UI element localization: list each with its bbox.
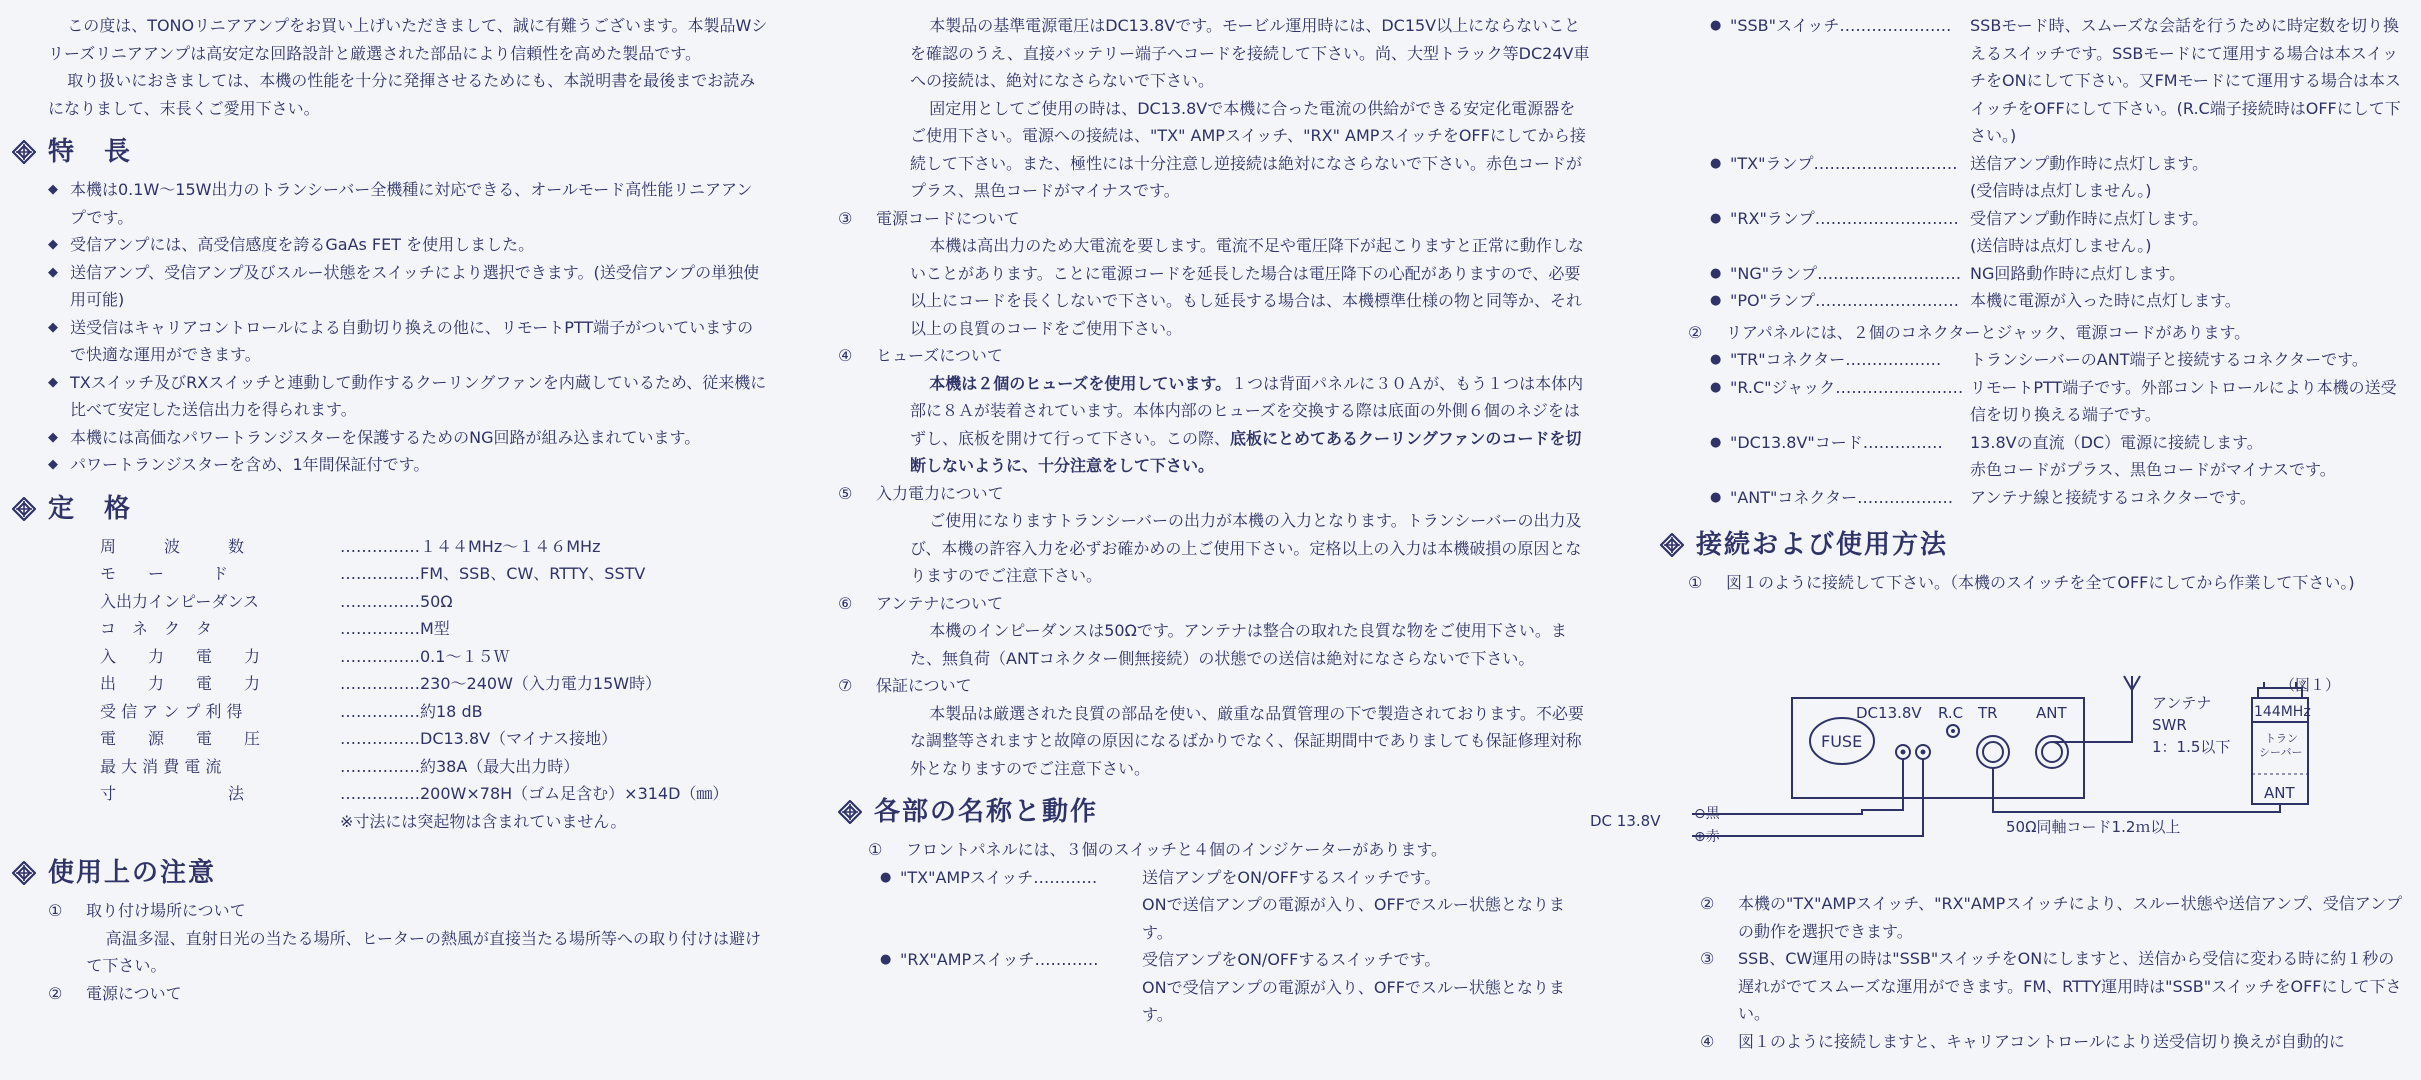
specs-table xyxy=(100,533,768,836)
item-number: ⑤ xyxy=(838,483,853,503)
rc-jack-pin xyxy=(1951,729,1955,733)
caution-item xyxy=(48,980,768,1008)
ant-connector-desc: アンテナ線と接続するコネクターです。 xyxy=(1970,487,2256,507)
diamond-icon xyxy=(12,140,36,164)
connection-step xyxy=(1700,1028,2410,1056)
item-heading: 保証について xyxy=(876,676,972,695)
note-item xyxy=(838,205,1590,233)
spec-key: 入出力インピーダンス xyxy=(100,591,260,611)
feature-item: ◆ 受信アンプには、高受信感度を誇るGaAs FET を使用しました。 xyxy=(48,231,768,259)
fuse-caution-bold: 底板にとめてあるクーリングファンのコードを切断しないように、十分注意をして下さい。 xyxy=(910,428,1582,475)
item-heading: ヒューズについて xyxy=(876,346,1003,365)
tx-amp-switch-desc: 送信アンプをON/OFFするスイッチです。 xyxy=(1142,867,1441,887)
rx-amp-switch-desc: ONで受信アンプの電源が入り、OFFでスルー状態となります。 xyxy=(1142,977,1565,1024)
item-body: 本製品は厳選された良質の部品を使い、厳重な品質管理の下で製造されております。不必要な調整等されますと故障の原因になるばかりでなく、保証期間中でありましても保証修理対称外となりますのでご注意下さい。 xyxy=(910,703,1584,778)
note-item xyxy=(838,480,1590,508)
item-number: ② xyxy=(1700,894,1715,913)
connection-step xyxy=(1688,569,2410,597)
dc-cord-desc: 赤色コードがプラス、黒色コードがマイナスです。 xyxy=(1970,460,2336,479)
item-body: 本機のインピーダンスは50Ωです。アンテナは整合の取れた良質な物をご使用下さい。また、無負荷（ANTコネクター側無接続）の状態での送信は絶対になさらないで下さい。 xyxy=(910,621,1567,668)
feature-item: ◆ パワートランジスターを含め、1年間保証付です。 xyxy=(48,451,768,479)
connection-step xyxy=(1700,890,2410,945)
connection-diagram xyxy=(1570,660,2420,890)
item-text: 図１のように接続しますと、キャリアコントロールにより送受信切り換えが自動的に xyxy=(1738,1031,2345,1051)
item-number: ④ xyxy=(1700,1031,1715,1051)
connection-step xyxy=(1700,945,2410,1028)
ssb-switch-name: ● "SSB"スイッチ………………… xyxy=(1710,12,1970,150)
spec-value: ……………50Ω xyxy=(340,591,453,611)
note-item xyxy=(838,342,1590,370)
item-text: 図１のように接続して下さい。（本機のスイッチを全てOFFにしてから作業して下さい。) xyxy=(1726,573,2355,592)
diamond-icon xyxy=(1660,533,1684,557)
spec-value: ……………約18 dB xyxy=(340,701,483,721)
section-caution-heading xyxy=(12,853,768,893)
ant-connector xyxy=(2036,736,2068,768)
supply-label: DC 13.8V xyxy=(1590,812,1661,830)
transceiver-freq: 144MHz xyxy=(2254,704,2311,720)
cable-label: 50Ω同軸コード1.2ｍ以上 xyxy=(2006,818,2181,836)
section-parts-heading xyxy=(838,792,1590,832)
spec-key: モ ー ド xyxy=(100,564,229,583)
parts-intro xyxy=(868,836,1590,864)
ant-connector-name: ● "ANT"コネクター……………… xyxy=(1710,484,1970,512)
item-number: ① xyxy=(1688,573,1703,592)
section-title: 接続および使用方法 xyxy=(1696,530,1949,560)
spec-key: コ ネ ク タ xyxy=(100,619,213,638)
item-number: ⑦ xyxy=(838,676,853,695)
connection-steps-cont xyxy=(1700,890,2410,1055)
diamond-icon xyxy=(12,861,36,885)
ant-connector-inner xyxy=(2042,742,2062,762)
rc-jack-desc: リモートPTT端子です。外部コントロールにより本機の送受信を切り換える端子です。 xyxy=(1970,377,2397,424)
swr-label: SWR xyxy=(2152,716,2187,734)
rx-lamp-name: ● "RX"ランプ……………………… xyxy=(1710,205,1970,233)
item-heading: 電源コードについて xyxy=(876,208,1020,228)
rx-lamp-desc: (送信時は点灯しません。) xyxy=(1970,236,2152,255)
dc-wire-neg xyxy=(1692,759,1903,814)
tr-connector-desc: トランシーバーのANT端子と接続するコネクターです。 xyxy=(1970,350,2368,369)
spec-key: 入 力 電 力 xyxy=(100,646,261,666)
diamond-icon xyxy=(838,800,862,824)
swr-value: 1：1.5以下 xyxy=(2152,738,2231,756)
dc-terminal-pos-pin xyxy=(1921,750,1926,755)
section-title: 定 格 xyxy=(48,493,133,524)
item-number: ⑥ xyxy=(838,593,853,613)
rear-panel-list xyxy=(1710,346,2410,511)
item-body xyxy=(838,370,1590,480)
tr-label: TR xyxy=(1978,704,1998,722)
spec-key: 出 力 電 力 xyxy=(100,674,261,693)
spec-value: ……………M型 xyxy=(340,619,450,638)
tx-lamp-name: ● "TX"ランプ……………………… xyxy=(1710,150,1970,178)
transceiver-name: シーバー xyxy=(2259,746,2303,759)
section-title: 各部の名称と動作 xyxy=(874,797,1099,827)
item-heading: 入力電力について xyxy=(876,483,1004,503)
rx-lamp-desc: 受信アンプ動作時に点灯します。 xyxy=(1970,208,2209,228)
item-body: ご使用になりますトランシーバーの出力が本機の入力となります。トランシーバーの出力及び、本機の許容入力を必ずお確かめの上ご使用下さい。定格以上の入力は本機破損の原因となりますのでご注意下さい。 xyxy=(910,511,1582,585)
spec-value: ……………DC13.8V（マイナス接地） xyxy=(340,729,618,748)
dc-cord-desc: 13.8Vの直流（DC）電源に接続します。 xyxy=(1970,432,2263,452)
spec-value: ……………１４４MHz〜１４６MHz xyxy=(340,536,601,556)
item-text: リアパネルには、２個のコネクターとジャック、電源コードがあります。 xyxy=(1726,322,2251,342)
dc-cord-name: ● "DC13.8V"コード…………… xyxy=(1710,429,1970,457)
power-paragraph-1: 本製品の基準電源電圧はDC13.8Vです。モービル運用時には、DC15V以上にならないことを確認のうえ、直接バッテリー端子へコードを接続して下さい。尚、大型トラック等DC24V車への接続は、絶対になさらないで下さい。 xyxy=(910,16,1590,90)
section-features-heading xyxy=(12,132,768,172)
feature-item: ◆ 送信アンプ、受信アンプ及びスルー状態をスイッチにより選択できます。(送受信アンプの単独使用可能) xyxy=(48,259,768,314)
dc-terminal-neg-pin xyxy=(1901,750,1906,755)
section-specs-heading xyxy=(12,489,768,529)
column-right xyxy=(1660,12,2410,597)
spec-value: ……………0.1〜１５Ｗ xyxy=(340,646,510,666)
intro-paragraph-2: 取り扱いにおきましては、本機の性能を十分に発揮させるためにも、本説明書を最後までお読みになりまして、末長くご愛用下さい。 xyxy=(48,71,756,118)
feature-item: ◆ TXスイッチ及びRXスイッチと連動して動作するクーリングファンを内蔵しているため、従来機に比べて安定した送信出力を得られます。 xyxy=(48,369,768,424)
neg-label: ⊖黒 xyxy=(1694,806,1720,822)
front-panel-list-cont xyxy=(1710,12,2410,315)
rc-label: R.C xyxy=(1938,704,1964,722)
spec-key: 電 源 電 圧 xyxy=(100,729,261,748)
column-middle xyxy=(838,12,1590,1029)
item-text: SSB、CW運用の時は"SSB"スイッチをONにしますと、送信から受信に変わる時に約１秒の遅れがでてスムーズな運用ができます。FM、RTTY運用時は"SSB"スイッチをOFFにして下さい。 xyxy=(1738,949,2402,1023)
tx-amp-switch-name: ● "TX"AMPスイッチ………… xyxy=(880,864,1142,892)
fuse-warning-bold: 本機は２個のヒューズを使用しています。 xyxy=(929,373,1232,393)
item-body: 本機は高出力のため大電流を要します。電流不足や電圧降下が起こりますと正常に動作しないことがあります。ことに電源コードを延長した場合は電圧降下の心配がありますので、必要以上にコードを長くしないで下さい。もし延長する場合は、本機標準仕様の物と同等か、それ以上の良質のコードをご使用下さい。 xyxy=(910,236,1584,338)
section-title: 使用上の注意 xyxy=(48,858,217,888)
ant-label: ANT xyxy=(2036,704,2067,722)
rx-amp-switch-desc: 受信アンプをON/OFFするスイッチです。 xyxy=(1142,950,1441,969)
spec-value: ……………230〜240W（入力電力15W時） xyxy=(340,674,662,693)
caution-item xyxy=(48,897,768,925)
spec-key: 受 信 ア ン プ 利 得 xyxy=(100,701,243,721)
fuse-label: FUSE xyxy=(1821,732,1863,751)
ng-lamp-desc: NG回路動作時に点灯します。 xyxy=(1970,263,2186,283)
item-number: ③ xyxy=(838,208,853,228)
tx-lamp-desc: 送信アンプ動作時に点灯します。 xyxy=(1970,153,2209,173)
column-left xyxy=(48,12,768,1007)
item-number: ① xyxy=(48,901,63,920)
features-list xyxy=(48,176,768,479)
rc-jack-name: ● "R.C"ジャック…………………… xyxy=(1710,374,1970,429)
item-text: 本機の"TX"AMPスイッチ、"RX"AMPスイッチにより、スルー状態や送信アンプ、受信アンプの動作を選択できます。 xyxy=(1738,894,2403,941)
tx-lamp-desc: (受信時は点灯しません。) xyxy=(1970,181,2152,200)
po-lamp-desc: 本機に電源が入った時に点灯します。 xyxy=(1970,291,2241,310)
spec-key: 最 大 消 費 電 流 xyxy=(100,756,222,776)
coax-cable xyxy=(1993,768,2280,812)
spec-key: 周 波 数 xyxy=(100,536,245,556)
item-number: ④ xyxy=(838,346,853,365)
po-lamp-name: ● "PO"ランプ……………………… xyxy=(1710,287,1970,315)
feature-item: ◆ 送受信はキャリアコントロールによる自動切り換えの他に、リモートPTT端子がついていますので快適な運用ができます。 xyxy=(48,314,768,369)
power-paragraph-2: 固定用としてご使用の時は、DC13.8Vで本機に合った電流の供給ができる安定化電源器をご使用下さい。電源への接続は、"TX" AMPスイッチ、"RX" AMPスイッチをOFFにしてから接続して下さい。また、極性には十分注意し逆接続は絶対になさらないで下さい。赤色コードがプラス、黒色コードがマイナスです。 xyxy=(910,98,1586,200)
item-body: 高温多湿、直射日光の当たる場所、ヒーターの熱風が直接当たる場所等への取り付けは避けて下さい。 xyxy=(86,928,761,975)
pos-label: ⊕赤 xyxy=(1694,829,1720,845)
spec-value: ……………FM、SSB、CW、RTTY、SSTV xyxy=(340,564,646,583)
tr-connector-name: ● "TR"コネクター……………… xyxy=(1710,346,1970,374)
rear-intro xyxy=(1688,319,2410,347)
item-text: フロントパネルには、３個のスイッチと４個のインジケーターがあります。 xyxy=(906,840,1448,859)
item-number: ② xyxy=(48,983,63,1003)
spec-key: 寸 法 xyxy=(100,784,245,803)
note-item xyxy=(838,672,1590,700)
feature-item: ◆ 本機は0.1W〜15W出力のトランシーバー全機種に対応できる、オールモード高性能リニアアンプです。 xyxy=(48,176,768,231)
fuse-text: １つは背面パネルに３０Ａが、もう１つは本体内部に８Ａが装着されています。本体内部のヒューズを交換する際は底面の外側６個のネジをはずし、底板を開けて行って下さい。この際、 xyxy=(910,373,1584,448)
item-heading: 取り付け場所について xyxy=(86,901,246,920)
antenna-label: アンテナ xyxy=(2152,694,2212,712)
ng-lamp-name: ● "NG"ランプ……………………… xyxy=(1710,260,1970,288)
diamond-icon xyxy=(12,497,36,521)
section-connection-heading xyxy=(1660,525,2410,565)
dc-label: DC13.8V xyxy=(1856,704,1922,722)
item-heading: 電源について xyxy=(86,983,182,1003)
item-number: ① xyxy=(868,840,883,859)
spec-note: ※寸法には突起物は含まれていません。 xyxy=(340,811,627,831)
item-number: ② xyxy=(1688,322,1703,342)
rx-amp-switch-name: ● "RX"AMPスイッチ………… xyxy=(880,946,1142,974)
feature-item: ◆ 本機には高価なパワートランジスターを保護するためのNG回路が組み込まれています。 xyxy=(48,424,768,452)
section-title: 特 長 xyxy=(48,137,133,167)
intro-paragraph-1: この度は、TONOリニアアンプをお買い上げいただきまして、誠に有難うございます。本製品Wシリーズリニアアンプは高安定な回路設計と厳選された部品により信頼性を高めた製品です。 xyxy=(48,16,768,63)
tr-connector-inner xyxy=(1983,742,2003,762)
figure-caption: （図１） xyxy=(2280,676,2341,694)
spec-value: ……………約38A（最大出力時） xyxy=(340,756,580,776)
note-item xyxy=(838,590,1590,618)
transceiver-name: トラン xyxy=(2265,732,2298,745)
item-heading: アンテナについて xyxy=(876,593,1004,613)
transceiver-ant-label: ANT xyxy=(2264,784,2295,802)
tr-connector xyxy=(1977,736,2009,768)
front-panel-list xyxy=(880,864,1590,1029)
spec-value: ……………200W×78H（ゴム足含む）×314D（㎜） xyxy=(340,784,729,803)
tx-amp-switch-desc: ONで送信アンプの電源が入り、OFFでスルー状態となります。 xyxy=(1142,895,1565,942)
ssb-switch-desc: SSBモード時、スムーズな会話を行うために時定数を切り換えるスイッチです。SSBモードにて運用する場合は本スイッチをONにして下さい。又FMモードにて運用する場合は本スイッチをOFFにして下さい。(R.C端子接続時はOFFにして下さい。) xyxy=(1970,16,2401,145)
item-number: ③ xyxy=(1700,949,1715,968)
